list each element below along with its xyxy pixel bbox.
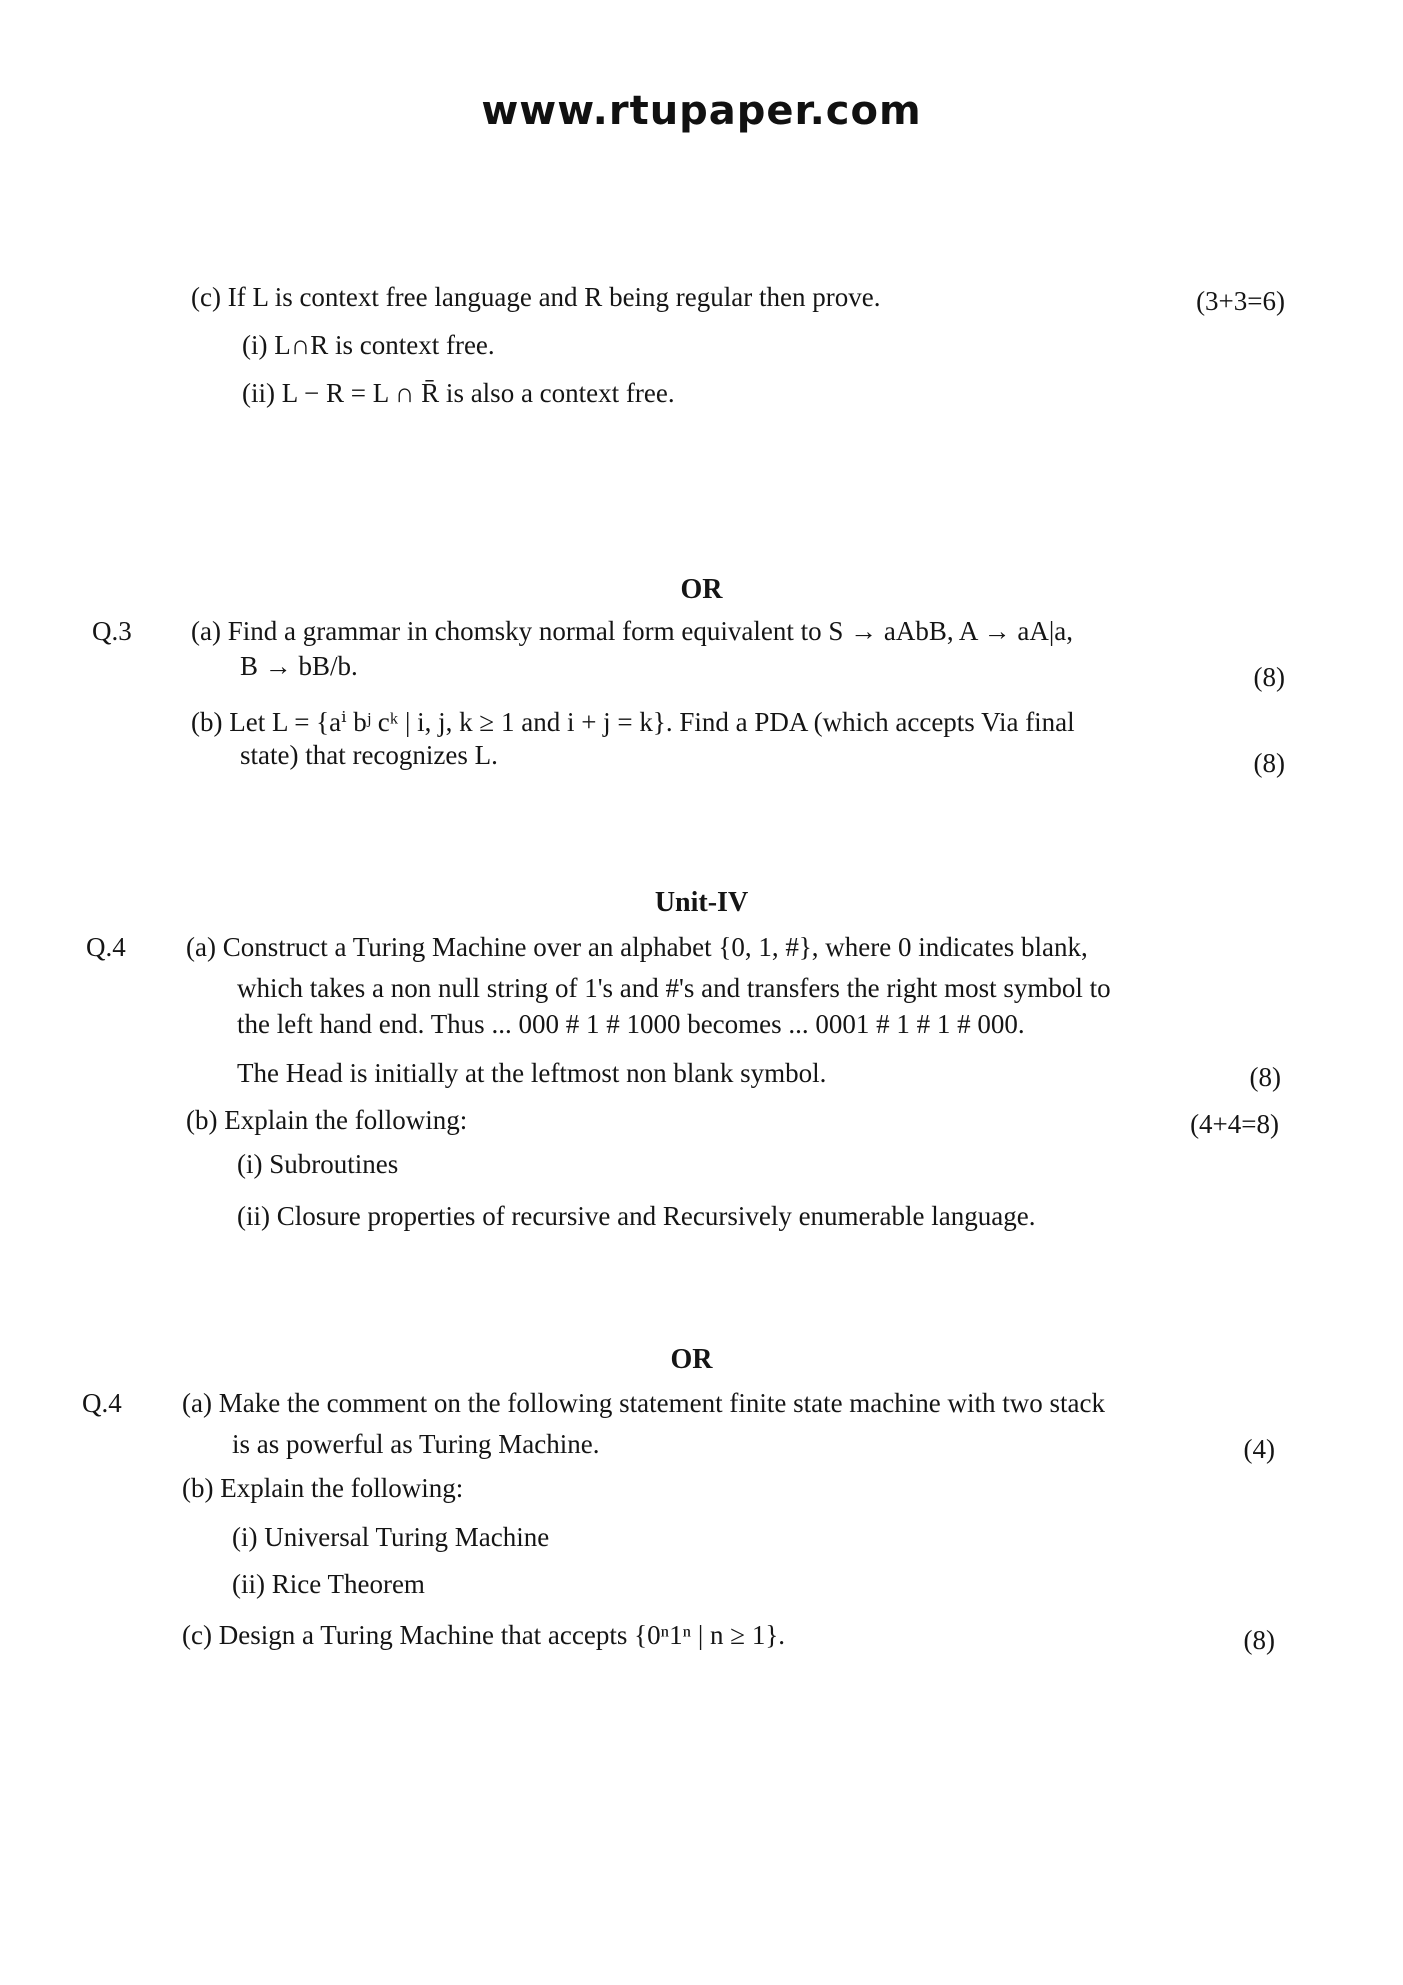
q2c-i: (i) L∩R is context free.: [242, 330, 495, 360]
q2c-ii: (ii) L − R = L ∩ R̄ is also a context free.: [242, 378, 675, 408]
q3a-line2: B → bB/b.: [240, 651, 358, 681]
site-watermark-header: www.rtupaper.com: [481, 88, 922, 134]
q4b-marks: (4+4=8): [1190, 1109, 1279, 1139]
q4a-line3: the left hand end. Thus ... 000 # 1 # 1000 becomes ... 0001 # 1 # 1 # 000.: [237, 1009, 1025, 1039]
q2c-marks: (3+3=6): [1196, 286, 1285, 316]
q4alt-number: Q.4: [82, 1388, 122, 1418]
q3a-line1: (a) Find a grammar in chomsky normal form equivalent to S → aAbB, A → aA|a,: [191, 616, 1073, 646]
q4alt-a-marks: (4): [1243, 1434, 1275, 1464]
q4alt-b-ii: (ii) Rice Theorem: [232, 1569, 425, 1599]
q4alt-b-text: (b) Explain the following:: [182, 1473, 464, 1503]
q4alt-b-i: (i) Universal Turing Machine: [232, 1522, 550, 1552]
q2c-text: (c) If L is context free language and R being regular then prove.: [191, 282, 881, 312]
q4a-line2: which takes a non null string of 1's and #'s and transfers the right most symbol to: [237, 973, 1111, 1003]
or-divider-2: OR: [670, 1344, 713, 1375]
q4a-line1: (a) Construct a Turing Machine over an alphabet {0, 1, #}, where 0 indicates blank,: [186, 932, 1088, 962]
q4alt-a-line1: (a) Make the comment on the following statement finite state machine with two stack: [182, 1388, 1105, 1418]
q4-number: Q.4: [86, 932, 126, 962]
q3b-line2: state) that recognizes L.: [240, 740, 498, 770]
q4b-text: (b) Explain the following:: [186, 1105, 468, 1135]
q4alt-a-line2: is as powerful as Turing Machine.: [232, 1429, 600, 1459]
q3-number: Q.3: [92, 616, 132, 646]
q4b-ii: (ii) Closure properties of recursive and Recursively enumerable language.: [237, 1201, 1036, 1231]
q3b-marks: (8): [1253, 748, 1285, 778]
q4alt-c-text: (c) Design a Turing Machine that accepts {0ⁿ1ⁿ | n ≥ 1}.: [182, 1620, 786, 1650]
or-divider-1: OR: [680, 574, 723, 605]
q3b-line1: (b) Let L = {aⁱ bʲ cᵏ | i, j, k ≥ 1 and i + j = k}. Find a PDA (which accepts Via final: [191, 707, 1075, 737]
unit-heading: Unit-IV: [654, 887, 749, 918]
q4a-marks: (8): [1249, 1062, 1281, 1092]
q4b-i: (i) Subroutines: [237, 1149, 399, 1179]
q3a-marks: (8): [1253, 662, 1285, 692]
q4alt-c-marks: (8): [1243, 1625, 1275, 1655]
q4a-line4: The Head is initially at the leftmost non blank symbol.: [237, 1058, 827, 1088]
